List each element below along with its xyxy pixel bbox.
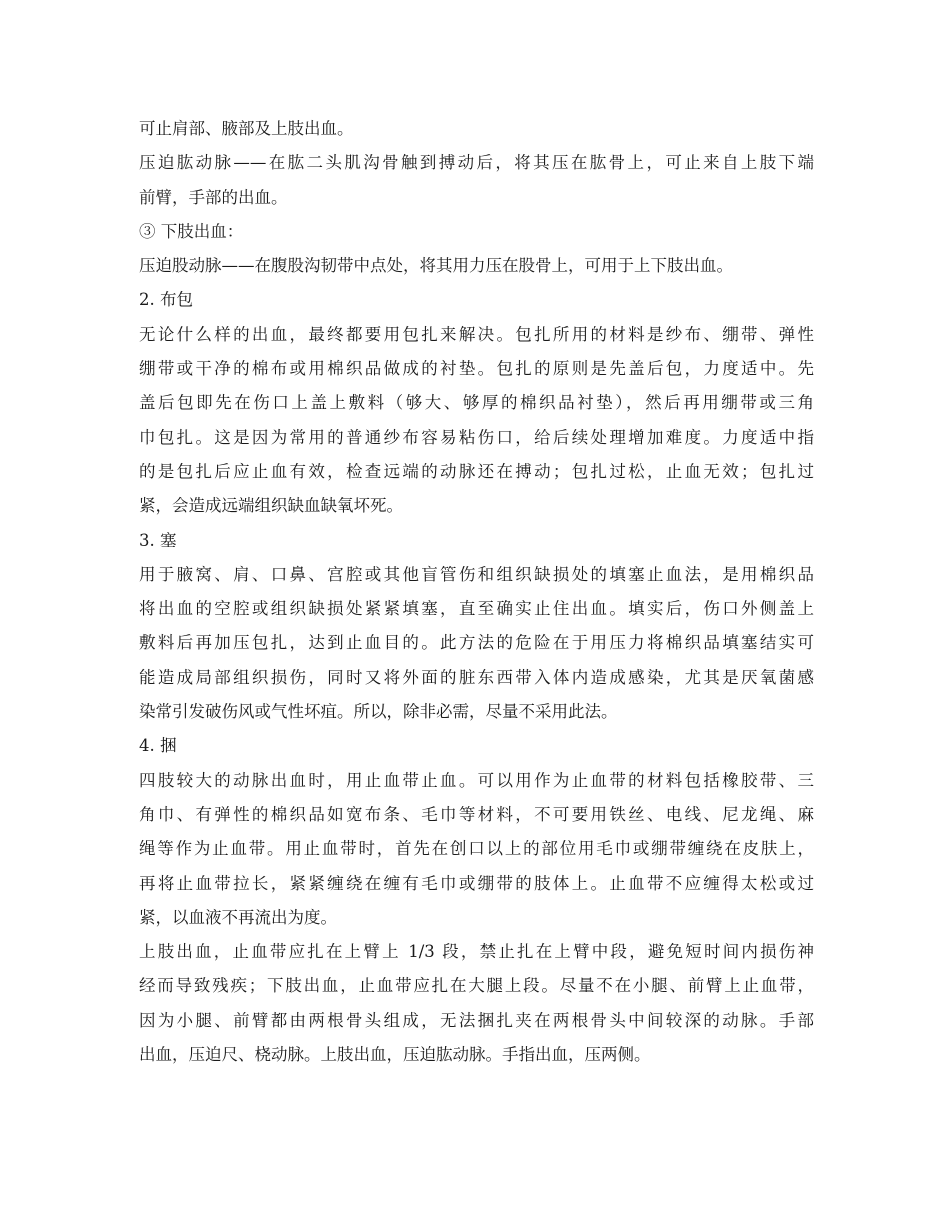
text-line: 用于腋窝、肩、口鼻、宫腔或其他盲管伤和组织缺损处的填塞止血法，是用棉织品: [139, 564, 814, 584]
text-line: 紧，会造成远端组织缺血缺氧坏死。: [139, 496, 403, 516]
text-line: 四肢较大的动脉出血时，用止血带止血。可以用作为止血带的材料包括橡胶带、三: [139, 770, 814, 790]
section-heading: 2. 布包: [139, 290, 193, 310]
text-line: 上肢出血，止血带应扎在上臂上 1/3 段，禁止扎在上臂中段，避免短时间内损伤神: [139, 942, 814, 962]
text-line: 染常引发破伤风或气性坏疽。所以，除非必需，尽量不采用此法。: [139, 702, 618, 722]
text-line: 能造成局部组织损伤，同时又将外面的脏东西带入体内造成感染，尤其是厌氧菌感: [139, 667, 814, 687]
section-heading: 3. 塞: [139, 530, 177, 550]
text-line: 压迫肱动脉——在肱二头肌沟骨触到搏动后，将其压在肱骨上，可止来自上肢下端: [139, 153, 814, 173]
text-line: 压迫股动脉——在腹股沟韧带中点处，将其用力压在股骨上，可用于上下肢出血。: [139, 256, 733, 276]
section-heading: 4. 捆: [139, 736, 177, 756]
text-line: 盖后包即先在伤口上盖上敷料（够大、够厚的棉织品衬垫），然后再用绷带或三角: [139, 393, 814, 413]
text-line: 无论什么样的出血，最终都要用包扎来解决。包扎所用的材料是纱布、绷带、弹性: [139, 324, 814, 344]
text-line: 绳等作为止血带。用止血带时，首先在创口以上的部位用毛巾或绷带缠绕在皮肤上，: [139, 839, 814, 859]
text-line: 敷料后再加压包扎，达到止血目的。此方法的危险在于用压力将棉织品填塞结实可: [139, 633, 814, 653]
text-line: 前臂，手部的出血。: [139, 187, 288, 207]
text-line: 再将止血带拉长，紧紧缠绕在缠有毛巾或绷带的肢体上。止血带不应缠得太松或过: [139, 873, 814, 893]
text-line: 可止肩部、腋部及上肢出血。: [139, 119, 354, 138]
text-line: 巾包扎。这是因为常用的普通纱布容易粘伤口，给后续处理增加难度。力度适中指: [139, 427, 814, 447]
document-body: [139, 112, 814, 1072]
text-line: 的是包扎后应止血有效，检查远端的动脉还在搏动；包扎过松，止血无效；包扎过: [139, 461, 814, 481]
text-line: 角巾、有弹性的棉织品如宽布条、毛巾等材料，不可要用铁丝、电线、尼龙绳、麻: [139, 804, 814, 824]
list-heading: ③ 下肢出血：: [139, 221, 244, 241]
text-line: 将出血的空腔或组织缺损处紧紧填塞，直至确实止住出血。填实后，伤口外侧盖上: [139, 599, 814, 619]
text-line: 经而导致残疾；下肢出血，止血带应扎在大腿上段。尽量不在小腿、前臂上止血带，: [139, 976, 814, 996]
text-line: 紧，以血液不再流出为度。: [139, 907, 337, 927]
text-line: 出血，压迫尺、桡动脉。上肢出血，压迫肱动脉。手指出血，压两侧。: [139, 1045, 651, 1065]
text-line: 因为小腿、前臂都由两根骨头组成，无法捆扎夹在两根骨头中间较深的动脉。手部: [139, 1010, 814, 1030]
text-line: 绷带或干净的棉布或用棉织品做成的衬垫。包扎的原则是先盖后包，力度适中。先: [139, 359, 814, 379]
